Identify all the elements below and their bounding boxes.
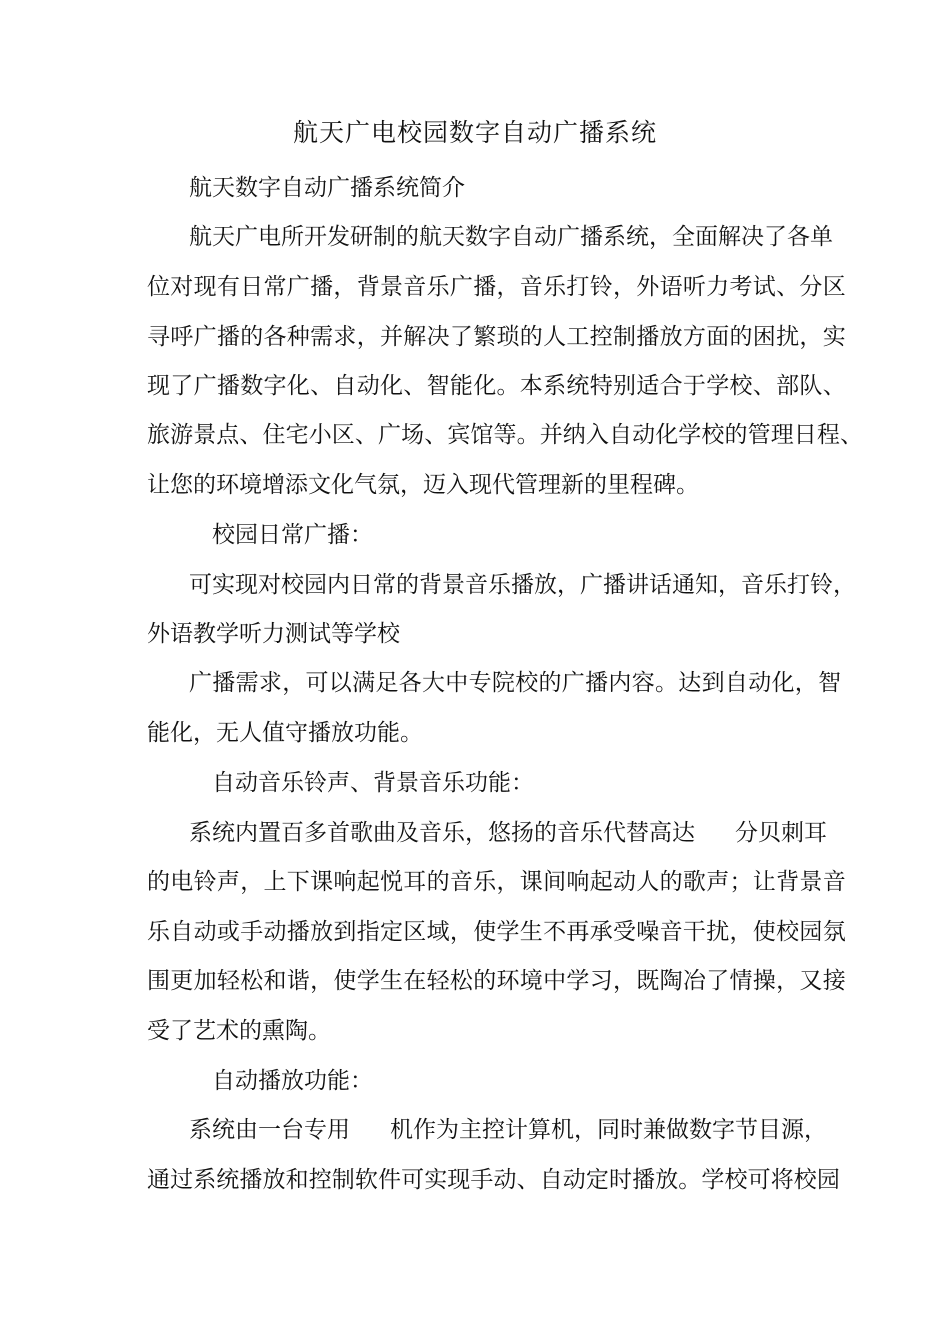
document-subtitle: 航天数字自动广播系统简介 [189,175,465,201]
section3-line-2: 通过系统播放和控制软件可实现手动、自动定时播放。学校可将校园 [147,1167,840,1193]
intro-line-1: 航天广电所开发研制的航天数字自动广播系统，全面解决了各单 [189,224,833,250]
intro-line-5: 旅游景点、住宅小区、广场、宾馆等。并纳入自动化学校的管理日程、 [147,422,864,448]
section3-line-1-part-1: 系统由一台专用 [189,1117,350,1143]
section2-line-4: 围更加轻松和谐，使学生在轻松的环境中学习，既陶冶了情操，又接 [147,968,846,994]
section1-line-4: 能化，无人值守播放功能。 [147,720,423,746]
section2-line-1-part-2: 分贝刺耳 [735,820,827,846]
section1-line-3: 广播需求，可以满足各大中专院校的广播内容。达到自动化，智 [189,670,842,696]
section2-line-1 [189,815,827,851]
section2-line-1-part-1: 系统内置百多首歌曲及音乐，悠扬的音乐代替高达 [189,820,695,846]
section2-line-5: 受了艺术的熏陶。 [147,1018,331,1044]
intro-line-2: 位对现有日常广播，背景音乐广播，音乐打铃，外语听力考试、分区 [147,274,846,300]
section3-line-1 [189,1112,827,1148]
section-heading-bell-music: 自动音乐铃声、背景音乐功能： [212,770,534,796]
section1-line-1: 可实现对校园内日常的背景音乐播放，广播讲话通知，音乐打铃， [189,572,856,598]
section3-line-1-part-2: 机作为主控计算机，同时兼做数字节目源， [390,1117,827,1143]
section-heading-auto-play: 自动播放功能： [212,1068,373,1094]
section1-line-2: 外语教学听力测试等学校 [147,621,400,647]
document-title: 航天广电校园数字自动广播系统 [292,118,657,147]
intro-line-4: 现了广播数字化、自动化、智能化。本系统特别适合于学校、部队、 [147,373,846,399]
section-heading-daily-broadcast: 校园日常广播： [212,522,373,548]
intro-line-6: 让您的环境增添文化气氛，迈入现代管理新的里程碑。 [147,472,699,498]
section2-line-2: 的电铃声，上下课响起悦耳的音乐，课间响起动人的歌声；让背景音 [147,869,846,895]
intro-line-3: 寻呼广播的各种需求，并解决了繁琐的人工控制播放方面的困扰，实 [147,324,846,350]
section2-line-3: 乐自动或手动播放到指定区域，使学生不再承受噪音干扰，使校园氛 [147,919,846,945]
